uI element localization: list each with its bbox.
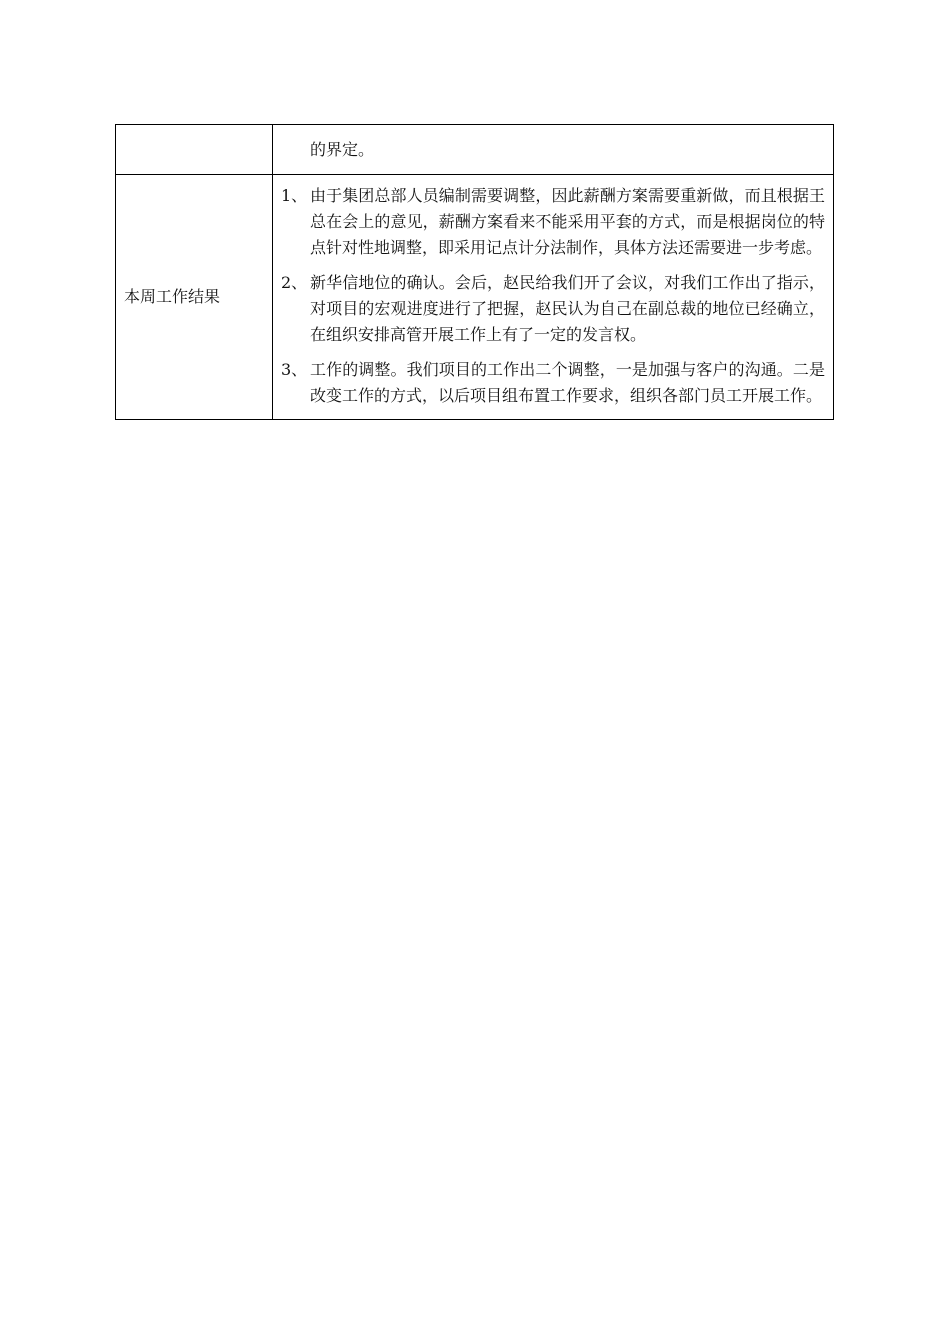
- list-item-text: 新华信地位的确认。会后，赵民给我们开了会议，对我们工作出了指示，对项目的宏观进度进行了把握，赵民认为自己在副总裁的地位已经确立，在组织安排高管开展工作上有了一定的发言权。: [310, 273, 825, 344]
- report-table: [115, 124, 834, 420]
- list-item-text: 工作的调整。我们项目的工作出二个调整，一是加强与客户的沟通。二是改变工作的方式，以后项目组布置工作要求，组织各部门员工开展工作。: [310, 360, 825, 405]
- row-label-weekly-results: 本周工作结果: [116, 175, 273, 420]
- table-row-weekly-results: [116, 175, 834, 420]
- continuation-cell: [273, 125, 834, 175]
- weekly-results-cell: [273, 175, 834, 420]
- list-item: [281, 270, 825, 348]
- list-item-number: 3、: [281, 360, 308, 379]
- list-item-number: 1、: [281, 186, 308, 205]
- continuation-text: 的界定。: [310, 139, 375, 159]
- row-label-empty: [116, 125, 273, 175]
- list-item: [281, 357, 825, 409]
- table-row-continuation: [116, 125, 834, 175]
- list-item: [281, 183, 825, 261]
- list-item-number: 2、: [281, 273, 308, 292]
- list-item-text: 由于集团总部人员编制需要调整，因此薪酬方案需要重新做，而且根据王总在会上的意见，薪酬方案看来不能采用平套的方式，而是根据岗位的特点针对性地调整，即采用记点计分法制作，具体方法还需要进一步考虑。: [310, 186, 825, 257]
